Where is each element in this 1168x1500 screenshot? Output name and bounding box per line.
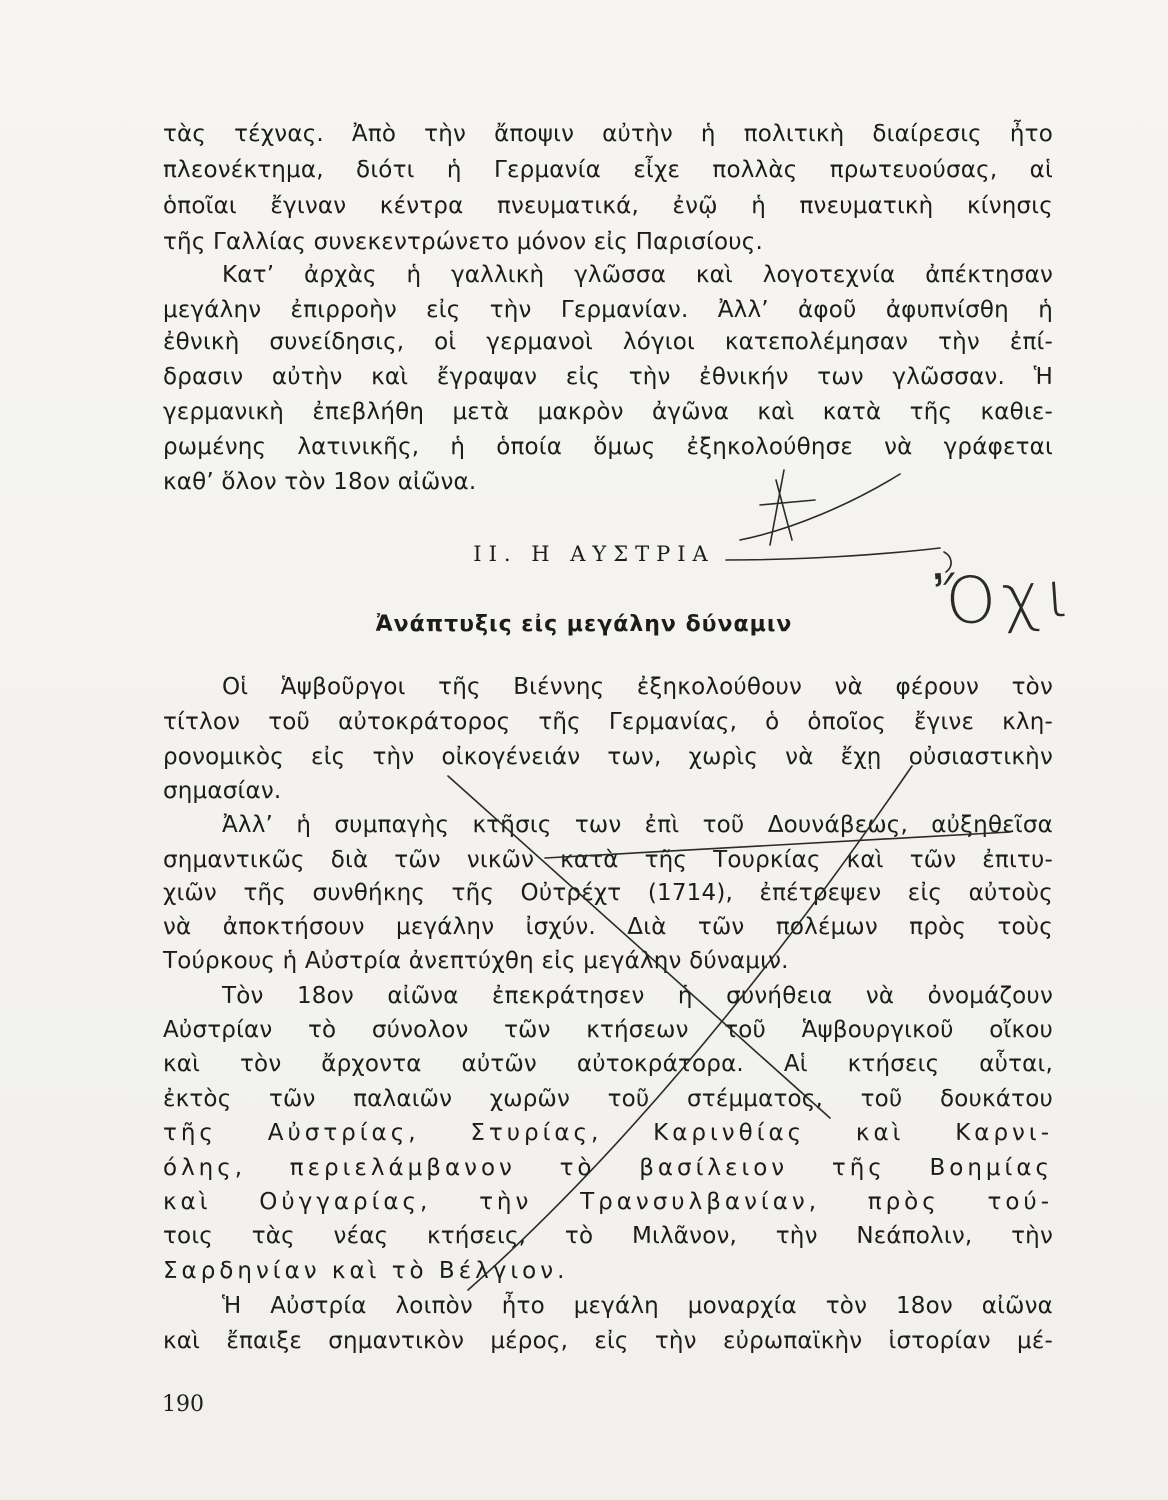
text-line: δρασιν αὐτὴν καὶ ἔγραψαν εἰς τὴν ἐθνικήν των γλῶσσαν. Ἡ xyxy=(163,364,1053,390)
text-line: σημασίαν. xyxy=(163,778,282,804)
text-line: Σαρδηνίαν καὶ τὸ Βέλγιον. xyxy=(163,1258,569,1284)
text-line: τὰς τέχνας. Ἀπὸ τὴν ἄποψιν αὐτὴν ἡ πολιτικὴ διαίρεσις ἦτο xyxy=(163,121,1053,147)
text-line: Τούρκους ἡ Αὐστρία ἀνεπτύχθη εἰς μεγάλην δύναμιν. xyxy=(163,948,789,974)
text-line: όλης, περιελάμβανον τὸ βασίλειον τῆς Βοημίας xyxy=(163,1155,1053,1181)
text-line: μεγάλην ἐπιρροὴν εἰς τὴν Γερμανίαν. Ἀλλ’ ἀφοῦ ἀφυπνίσθη ἡ xyxy=(163,297,1053,323)
text-line: καὶ ἔπαιξε σημαντικὸν μέρος, εἰς τὴν εὐρωπαϊκὴν ἱστορίαν μέ- xyxy=(163,1328,1053,1354)
text-line: ὁποῖαι ἔγιναν κέντρα πνευματικά, ἐνῷ ἡ πνευματικὴ κίνησις xyxy=(163,193,1053,219)
text-line: ἐθνικὴ συνείδησις, οἱ γερμανοὶ λόγιοι κατεπολέμησαν τὴν ἐπί- xyxy=(163,329,1053,355)
pen-stroke xyxy=(776,480,792,540)
text-line: τίτλον τοῦ αὐτοκράτορος τῆς Γερμανίας, ὁ ὁποῖος ἔγινε κλη- xyxy=(163,709,1053,735)
text-line: ρωμένης λατινικῆς, ἡ ὁποία ὅμως ἐξηκολούθησε νὰ γράφεται xyxy=(163,434,1053,460)
text-line: τῆς Γαλλίας συνεκεντρώνετο μόνον εἰς Παρισίους. xyxy=(163,229,763,255)
pen-stroke xyxy=(726,548,940,560)
page-number: 190 xyxy=(162,1392,204,1417)
handwritten-note: Ὄχι xyxy=(933,557,1080,641)
text-line: ρονομικὸς εἰς τὴν οἰκογένειάν των, χωρὶς νὰ ἔχῃ οὐσιαστικὴν xyxy=(163,744,1053,770)
text-line: Ἡ Αὐστρία λοιπὸν ἦτο μεγάλη μοναρχία τὸν 18ον αἰῶνα xyxy=(222,1293,1053,1319)
text-line: Αὐστρίαν τὸ σύνολον τῶν κτήσεων τοῦ Ἁψβουργικοῦ οἴκου xyxy=(163,1017,1053,1043)
text-line: πλεονέκτημα, διότι ἡ Γερμανία εἶχε πολλὰς πρωτευούσας, αἱ xyxy=(163,157,1053,183)
text-line: καθ’ ὅλον τὸν 18ον αἰῶνα. xyxy=(163,469,477,495)
section-heading: II. Η ΑΥΣΤΡΙΑ xyxy=(473,542,715,566)
pen-stroke xyxy=(468,766,912,1290)
text-line: ἐκτὸς τῶν παλαιῶν χωρῶν τοῦ στέμματος, τοῦ δουκάτου xyxy=(163,1086,1053,1112)
pen-stroke xyxy=(740,474,900,540)
text-line: καὶ Οὐγγαρίας, τὴν Τρανσυλβανίαν, πρὸς τού- xyxy=(163,1189,1053,1215)
pen-stroke xyxy=(760,500,815,505)
text-line: νὰ ἀποκτήσουν μεγάλην ἰσχύν. Διὰ τῶν πολέμων πρὸς τοὺς xyxy=(163,914,1053,940)
pen-stroke xyxy=(545,832,1010,858)
subsection-heading: Ἀνάπτυξις εἰς μεγάλην δύναμιν xyxy=(375,612,793,637)
pen-stroke xyxy=(448,776,830,1118)
text-line: τοις τὰς νέας κτήσεις, τὸ Μιλᾶνον, τὴν Νεάπολιν, τὴν xyxy=(163,1223,1053,1249)
text-line: Τὸν 18ον αἰῶνα ἐπεκράτησεν ἡ συνήθεια νὰ ὀνομάζουν xyxy=(222,983,1053,1009)
text-line: καὶ τὸν ἄρχοντα αὐτῶν αὐτοκράτορα. Αἱ κτήσεις αὗται, xyxy=(163,1051,1053,1077)
text-line: χιῶν τῆς συνθήκης τῆς Οὐτρέχτ (1714), ἐπέτρεψεν εἰς αὐτοὺς xyxy=(163,880,1053,906)
text-line: Ἀλλ’ ἡ συμπαγὴς κτῆσις των ἐπὶ τοῦ Δουνάβεως, αὐξηθεῖσα xyxy=(222,812,1053,838)
text-line: Οἱ Ἁψβοῦργοι τῆς Βιέννης ἐξηκολούθουν νὰ φέρουν τὸν xyxy=(222,674,1053,700)
text-line: γερμανικὴ ἐπεβλήθη μετὰ μακρὸν ἀγῶνα καὶ κατὰ τῆς καθιε- xyxy=(163,399,1053,425)
text-line: σημαντικῶς διὰ τῶν νικῶν κατὰ τῆς Τουρκίας καὶ τῶν ἐπιτυ- xyxy=(163,847,1053,873)
text-line: τῆς Αὐστρίας, Στυρίας, Καρινθίας καὶ Καρνι- xyxy=(163,1120,1053,1146)
text-line: Κατ’ ἀρχὰς ἡ γαλλικὴ γλῶσσα καὶ λογοτεχνία ἀπέκτησαν xyxy=(222,262,1053,288)
